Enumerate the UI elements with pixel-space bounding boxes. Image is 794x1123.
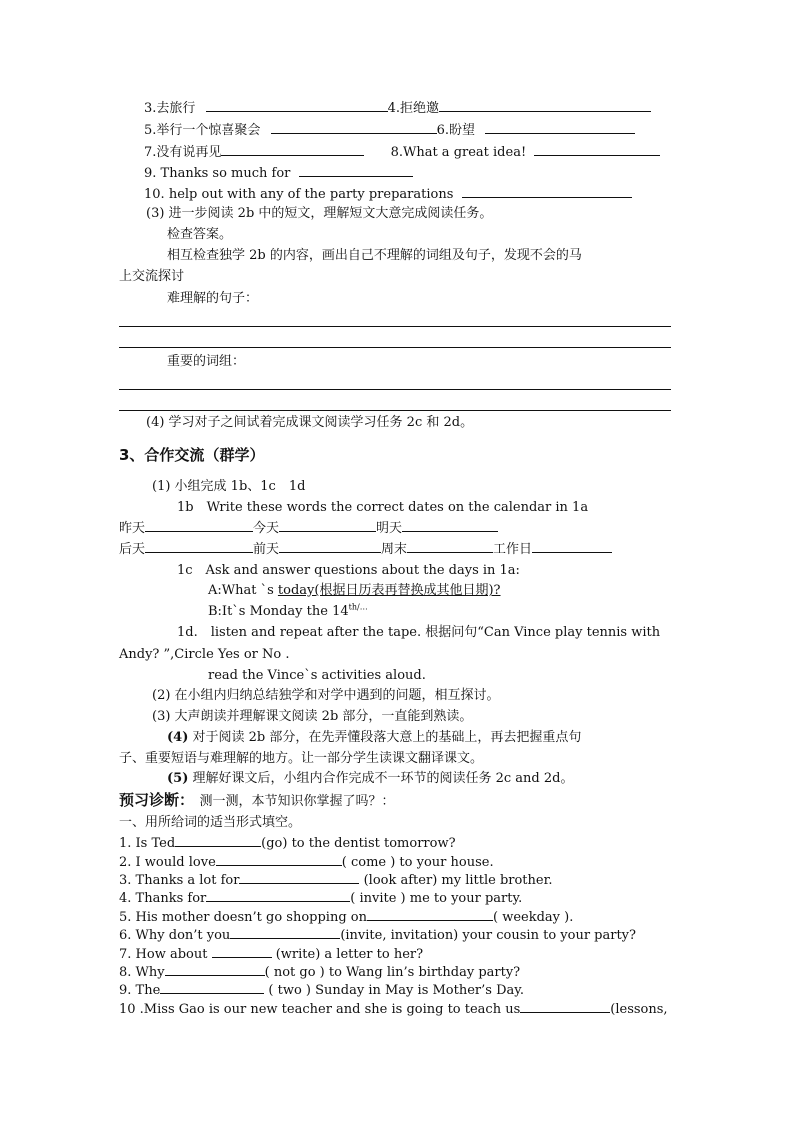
phrase-row-3-4: 3.去旅行 4.拒绝邀 [144,99,651,117]
answer-blank[interactable] [145,519,253,532]
writing-line[interactable] [119,389,671,390]
group-step3-text: (3) 大声朗读并理解课文阅读 2b 部分，一直能到熟读。 [152,709,473,724]
calendar-row-1: 昨天 今天 明天 [119,519,498,537]
group-task-text: (1) 小组完成 1b、1c 1d [152,479,306,494]
phrase-row-10: 10. help out with any of the party preparations [144,185,632,203]
phrase-row-7-8: 7.没有说再见 8.What a great idea! [144,143,660,161]
part1-title: 一、用所给词的适当形式填空。 [119,815,302,830]
exercise-item: 2. I would love ( come ) to your house. [119,855,494,870]
exercise-item: 7. How about (write) a letter to her? [119,947,424,962]
group-step4-line1: (4) 对于阅读 2b 部分，在先弄懂段落大意上的基础上，再去把握重点句 [167,730,582,745]
section3-title: 3、合作交流（群学） [119,446,265,464]
exercise-item: 8. Why ( not go ) to Wang lin’s birthday party? [119,965,521,980]
answer-blank[interactable] [221,143,364,156]
answer-blank[interactable] [485,121,635,134]
exercise-item: 4. Thanks for ( invite ) me to your party. [119,891,523,906]
answer-blank[interactable] [279,540,381,553]
mutual-check-line1: 相互检查独学 2b 的内容，画出自己不理解的词组及句子，发现不会的马 [167,248,582,263]
dialog-line-a: A:What `s today(根据日历表再替换成其他日期)? [208,583,501,598]
task-1d-line2: Andy? ”,Circle Yes or No . [119,647,290,662]
diagnosis-heading: 预习诊断： 测一测，本节知识你掌握了吗？： [119,791,395,809]
answer-blank[interactable] [230,926,340,939]
exercise-item: 5. His mother doesn’t go shopping on ( weekday ). [119,910,574,925]
group-step4-line2: 子、重要短语与难理解的地方。让一部分学生读课文翻译课文。 [119,751,484,766]
group-step2-text: (2) 在小组内归纳总结独学和对学中遇到的问题，相互探讨。 [152,688,500,703]
answer-blank[interactable] [534,143,660,156]
answer-blank[interactable] [439,99,651,112]
task-1c-text: 1c Ask and answer questions about the days in 1a: [177,563,520,578]
key-phrases-label: 重要的词组： [167,354,246,369]
answer-blank[interactable] [206,889,350,902]
answer-blank[interactable] [239,871,359,884]
answer-blank[interactable] [165,963,265,976]
exercise-item: 1. Is Ted (go) to the dentist tomorrow? [119,836,456,851]
hard-sentences-label: 难理解的句子： [167,291,259,306]
mutual-check-line2: 上交流探讨 [119,269,185,284]
answer-blank[interactable] [462,185,632,198]
answer-blank[interactable] [206,99,388,112]
check-answer-text: 检查答案。 [167,227,233,242]
writing-line[interactable] [119,410,671,411]
exercise-item: 9. The ( two ) Sunday in May is Mother’s Day. [119,983,524,998]
answer-blank[interactable] [367,908,493,921]
task-1d-line1: 1d. listen and repeat after the tape. 根据问句“Can Vince play tennis with [177,625,661,640]
exercise-item: 6. Why don’t you (invite, invitation) your cousin to your party? [119,928,636,943]
answer-blank[interactable] [175,834,261,847]
phrase-row-5-6: 5.举行一个惊喜聚会 6.盼望 [144,121,635,139]
writing-line[interactable] [119,326,671,327]
writing-line[interactable] [119,347,671,348]
answer-blank[interactable] [212,945,272,958]
answer-blank[interactable] [402,519,498,532]
answer-blank[interactable] [145,540,253,553]
step3-text: (3) 进一步阅读 2b 中的短文，理解短文大意完成阅读任务。 [146,206,493,221]
group-step5-text: (5) 理解好课文后，小组内合作完成不一环节的阅读任务 2c and 2d。 [167,771,574,786]
answer-blank[interactable] [279,519,376,532]
calendar-row-2: 后天 前天 周末 工作日 [119,540,612,558]
answer-blank[interactable] [160,981,264,994]
task-1d-line3: read the Vince`s activities aloud. [208,668,426,683]
exercise-item: 10 .Miss Gao is our new teacher and she is going to teach us (lessons, [119,1002,668,1017]
exercise-item: 3. Thanks a lot for (look after) my little brother. [119,873,553,888]
phrase-row-9: 9. Thanks so much for [144,164,413,182]
answer-blank[interactable] [271,121,437,134]
step4-text: (4) 学习对子之间试着完成课文阅读学习任务 2c 和 2d。 [146,415,474,430]
answer-blank[interactable] [299,164,413,177]
answer-blank[interactable] [532,540,612,553]
dialog-line-b: B:It`s Monday the $14^{th/\dots}$ [208,602,368,619]
answer-blank[interactable] [216,853,342,866]
task-1b-text: 1b Write these words the correct dates on the calendar in 1a [177,500,589,515]
answer-blank[interactable] [407,540,493,553]
answer-blank[interactable] [520,1000,610,1013]
